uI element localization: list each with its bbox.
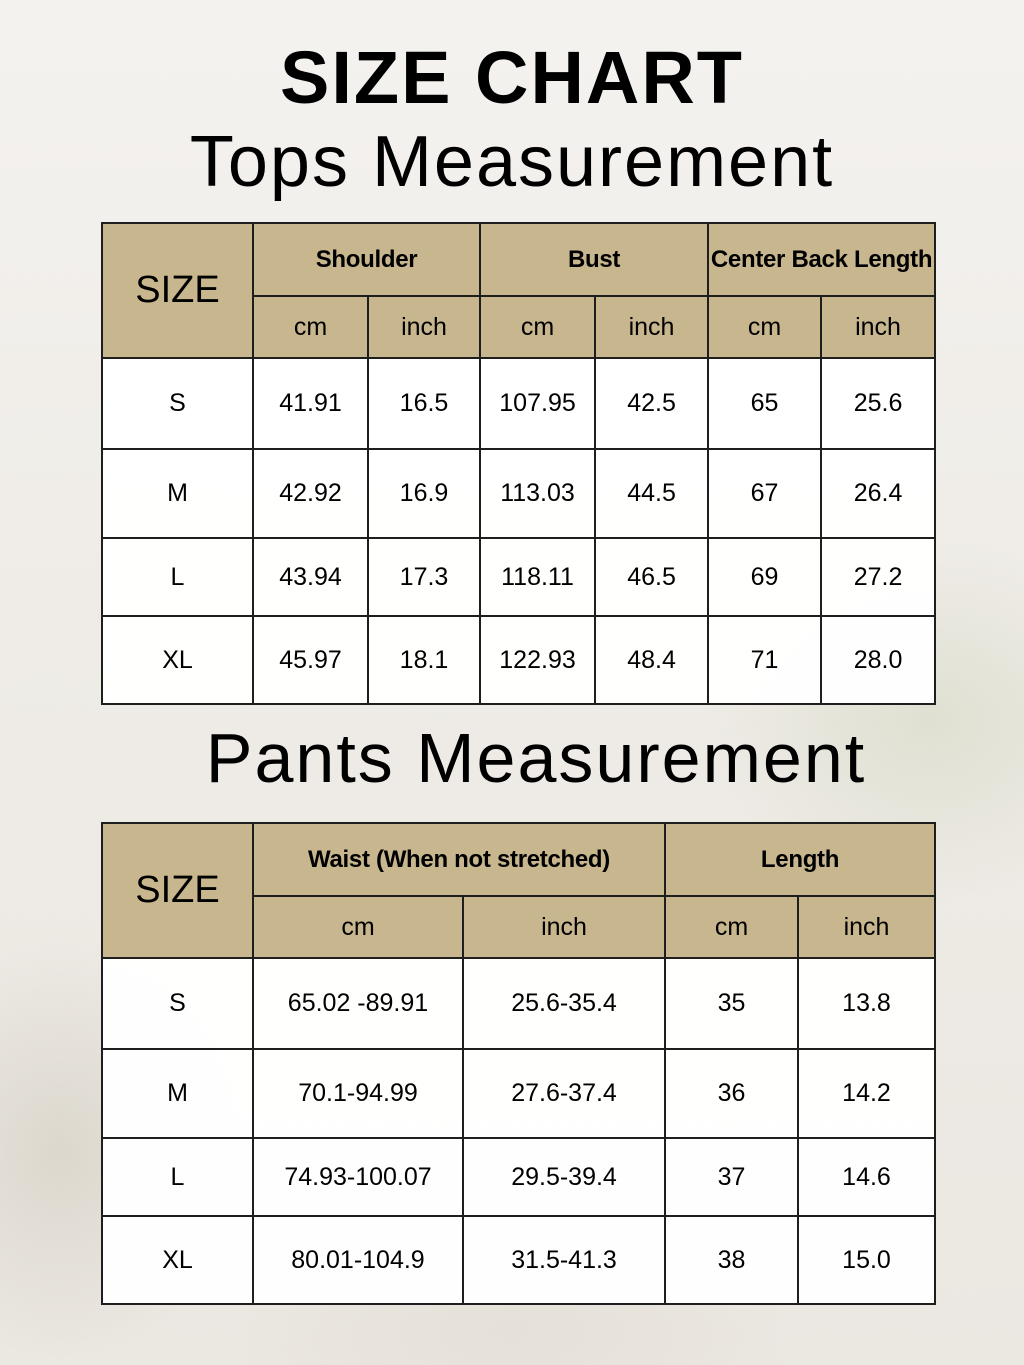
length-header: Length (665, 823, 935, 896)
unit-header: inch (595, 296, 708, 358)
table-cell: 74.93-100.07 (253, 1138, 463, 1216)
table-cell: 13.8 (798, 958, 935, 1049)
table-cell: 65 (708, 358, 821, 449)
bust-header: Bust (480, 223, 708, 296)
unit-header: cm (480, 296, 595, 358)
table-cell: 67 (708, 449, 821, 538)
table-cell: 36 (665, 1049, 798, 1138)
table-cell: 65.02 -89.91 (253, 958, 463, 1049)
size-header: SIZE (102, 223, 253, 358)
table-cell: 37 (665, 1138, 798, 1216)
table-cell: 113.03 (480, 449, 595, 538)
table-cell: 27.6-37.4 (463, 1049, 665, 1138)
table-cell: 80.01-104.9 (253, 1216, 463, 1304)
table-cell: 14.6 (798, 1138, 935, 1216)
unit-header: inch (798, 896, 935, 958)
table-cell: 35 (665, 958, 798, 1049)
table-cell: 42.5 (595, 358, 708, 449)
table-cell: 28.0 (821, 616, 935, 704)
shoulder-header: Shoulder (253, 223, 480, 296)
table-cell: 15.0 (798, 1216, 935, 1304)
table-cell: 31.5-41.3 (463, 1216, 665, 1304)
table-cell: 69 (708, 538, 821, 616)
table-cell: 29.5-39.4 (463, 1138, 665, 1216)
table-row (102, 538, 935, 616)
table-cell: 42.92 (253, 449, 368, 538)
table-cell: 43.94 (253, 538, 368, 616)
table-cell: 46.5 (595, 538, 708, 616)
pants-section-title: Pants Measurement (205, 719, 867, 797)
table-cell: 44.5 (595, 449, 708, 538)
size-cell: L (102, 538, 253, 616)
table-cell: 122.93 (480, 616, 595, 704)
unit-header: inch (368, 296, 480, 358)
table-cell: 70.1-94.99 (253, 1049, 463, 1138)
table-cell: 14.2 (798, 1049, 935, 1138)
size-cell: M (102, 1049, 253, 1138)
table-cell: 71 (708, 616, 821, 704)
table-cell: 18.1 (368, 616, 480, 704)
unit-header: inch (821, 296, 935, 358)
pants-size-table (101, 822, 936, 1305)
table-row (102, 616, 935, 704)
table-cell: 38 (665, 1216, 798, 1304)
table-cell: 107.95 (480, 358, 595, 449)
unit-header: cm (665, 896, 798, 958)
page-title: SIZE CHART (280, 36, 744, 119)
table-cell: 48.4 (595, 616, 708, 704)
table-cell: 45.97 (253, 616, 368, 704)
center-back-length-header: Center Back Length (708, 223, 935, 296)
size-cell: M (102, 449, 253, 538)
unit-header: cm (253, 296, 368, 358)
unit-header: cm (253, 896, 463, 958)
table-row (102, 358, 935, 449)
table-cell: 17.3 (368, 538, 480, 616)
size-header: SIZE (102, 823, 253, 958)
table-row (102, 449, 935, 538)
size-cell: XL (102, 1216, 253, 1304)
unit-header: cm (708, 296, 821, 358)
table-cell: 41.91 (253, 358, 368, 449)
tops-section-title: Tops Measurement (189, 122, 835, 202)
table-cell: 25.6 (821, 358, 935, 449)
size-cell: S (102, 358, 253, 449)
table-cell: 27.2 (821, 538, 935, 616)
table-cell: 26.4 (821, 449, 935, 538)
size-cell: XL (102, 616, 253, 704)
table-row (102, 1216, 935, 1304)
table-row (102, 1138, 935, 1216)
table-cell: 25.6-35.4 (463, 958, 665, 1049)
waist-header: Waist (When not stretched) (253, 823, 665, 896)
size-cell: L (102, 1138, 253, 1216)
tops-size-table (101, 222, 936, 705)
table-row (102, 1049, 935, 1138)
table-cell: 118.11 (480, 538, 595, 616)
table-cell: 16.9 (368, 449, 480, 538)
table-cell: 16.5 (368, 358, 480, 449)
size-cell: S (102, 958, 253, 1049)
unit-header: inch (463, 896, 665, 958)
table-row (102, 958, 935, 1049)
